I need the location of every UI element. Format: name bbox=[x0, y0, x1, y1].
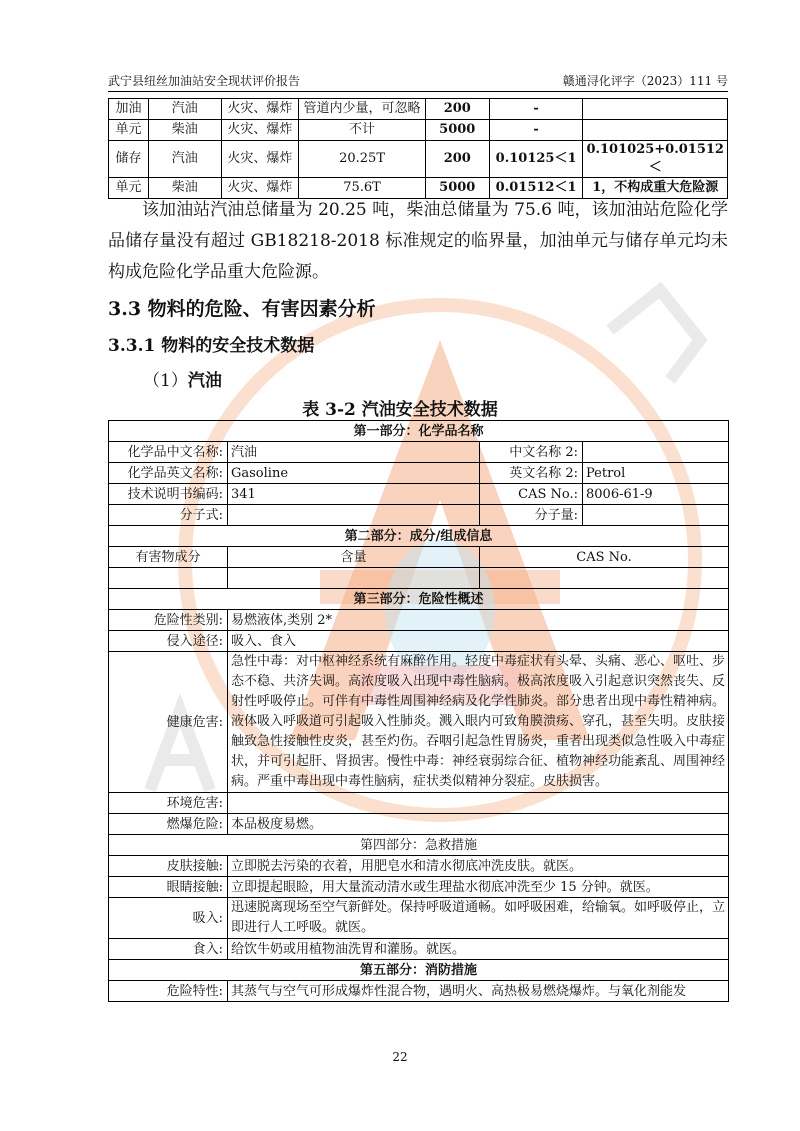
field-value: 本品极度易燃。 bbox=[228, 814, 729, 835]
field-label: 皮肤接触: bbox=[109, 856, 228, 877]
section-header: 第一部分：化学品名称 bbox=[109, 421, 729, 442]
table-cell: 火灾、爆炸 bbox=[221, 120, 299, 141]
field-label: 环境危害: bbox=[109, 793, 228, 814]
table-row bbox=[109, 610, 729, 631]
table-cell: 单元 bbox=[109, 178, 149, 199]
header-report-number: 赣通浔化评字（2023）111 号 bbox=[562, 74, 728, 88]
header-report-title: 武宁县纽丝加油站安全现状评价报告 bbox=[108, 74, 301, 88]
table-cell: 管道内少量，可忽略 bbox=[299, 99, 425, 120]
table-cell: 75.6T bbox=[299, 178, 425, 199]
table-cell: 0.10125＜1 bbox=[489, 141, 583, 178]
field-label: 危险特性: bbox=[109, 981, 228, 1002]
section-header: 第五部分：消防措施 bbox=[109, 960, 729, 981]
table-row bbox=[109, 484, 729, 505]
field-label: 化学品英文名称: bbox=[109, 463, 228, 484]
table-cell: - bbox=[489, 99, 583, 120]
page-number: 22 bbox=[392, 1050, 408, 1064]
table-cell: 0.101025+0.01512＜ bbox=[583, 141, 728, 178]
table-cell: 柴油 bbox=[149, 120, 221, 141]
table-cell bbox=[583, 120, 728, 141]
subsection-heading: 3.3.1 物料的安全技术数据 bbox=[108, 336, 315, 356]
field-label: 食入: bbox=[109, 939, 228, 960]
table-row bbox=[109, 793, 729, 814]
table-cell: 200 bbox=[425, 141, 489, 178]
table-cell: 汽油 bbox=[149, 99, 221, 120]
field-label: 眼睛接触: bbox=[109, 877, 228, 898]
field-value: 立即提起眼睑，用大量流动清水或生理盐水彻底冲洗至少 15 分钟。就医。 bbox=[228, 877, 729, 898]
field-label: 健康危害: bbox=[109, 652, 228, 793]
table-row bbox=[109, 526, 729, 547]
field-label: 侵入途径: bbox=[109, 631, 228, 652]
table-cell: 20.25T bbox=[299, 141, 425, 178]
table-row bbox=[109, 652, 729, 793]
table-row bbox=[109, 421, 729, 442]
field-label: 化学品中文名称: bbox=[109, 442, 228, 463]
field-value: Gasoline bbox=[228, 463, 480, 484]
field-value bbox=[228, 793, 729, 814]
item-number: （1） bbox=[143, 371, 188, 391]
table-caption: 表 3-2 汽油安全技术数据 bbox=[302, 400, 498, 420]
field-label: 技术说明书编码: bbox=[109, 484, 228, 505]
field-label: 分子式: bbox=[109, 505, 228, 526]
table-cell: 5000 bbox=[425, 120, 489, 141]
table-cell: 储存 bbox=[109, 141, 149, 178]
table-cell bbox=[109, 568, 228, 589]
field-label: 分子量: bbox=[480, 505, 583, 526]
table-row bbox=[109, 814, 729, 835]
table-row bbox=[109, 141, 728, 178]
table-row bbox=[109, 568, 729, 589]
table-row bbox=[109, 547, 729, 568]
field-value bbox=[583, 442, 729, 463]
column-header: 有害物成分 bbox=[109, 547, 228, 568]
column-header: CAS No. bbox=[480, 547, 729, 568]
field-value: 易燃液体,类别 2* bbox=[228, 610, 729, 631]
table-cell: 1，不构成重大危险源 bbox=[583, 178, 728, 199]
field-value: 其蒸气与空气可形成爆炸性混合物，遇明火、高热极易燃烧爆炸。与氧化剂能发 bbox=[228, 981, 729, 1002]
table-cell: 加油 bbox=[109, 99, 149, 120]
column-header: 含量 bbox=[228, 547, 480, 568]
section-header: 第三部分：危险性概述 bbox=[109, 589, 729, 610]
table-row bbox=[109, 120, 728, 141]
field-value: 341 bbox=[228, 484, 480, 505]
field-value: 8006-61-9 bbox=[583, 484, 729, 505]
table-row bbox=[109, 939, 729, 960]
table-cell: - bbox=[489, 120, 583, 141]
table-cell bbox=[228, 568, 480, 589]
section-header: 第四部分：急救措施 bbox=[109, 835, 729, 856]
gasoline-safety-data-table bbox=[108, 420, 729, 1002]
field-value: Petrol bbox=[583, 463, 729, 484]
table-cell: 单元 bbox=[109, 120, 149, 141]
field-label: 吸入: bbox=[109, 898, 228, 939]
field-value: 迅速脱离现场至空气新鲜处。保持呼吸道通畅。如呼吸困难，给输氧。如呼吸停止，立即进行人工呼吸。就医。 bbox=[228, 898, 729, 939]
table-row bbox=[109, 835, 729, 856]
table-cell: 5000 bbox=[425, 178, 489, 199]
table-cell: 不计 bbox=[299, 120, 425, 141]
field-value: 给饮牛奶或用植物油洗胃和灌肠。就医。 bbox=[228, 939, 729, 960]
field-value bbox=[583, 505, 729, 526]
table-cell bbox=[480, 568, 729, 589]
table-cell: 0.01512＜1 bbox=[489, 178, 583, 199]
table-row bbox=[109, 463, 729, 484]
table-row bbox=[109, 99, 728, 120]
field-label: 英文名称 2: bbox=[480, 463, 583, 484]
table-row bbox=[109, 856, 729, 877]
table-row bbox=[109, 981, 729, 1002]
section-header: 第二部分：成分/组成信息 bbox=[109, 526, 729, 547]
field-value: 吸入、食入 bbox=[228, 631, 729, 652]
hazard-source-table bbox=[108, 98, 728, 199]
table-row bbox=[109, 898, 729, 939]
table-row bbox=[109, 877, 729, 898]
table-cell: 火灾、爆炸 bbox=[221, 178, 299, 199]
field-value: 急性中毒：对中枢神经系统有麻醉作用。轻度中毒症状有头晕、头痛、恶心、呕吐、步态不稳、共济失调。高浓度吸入出现中毒性脑病。极高浓度吸入引起意识突然丧失、反射性呼吸停止。可伴有中毒性周围神经病及化学性肺炎。部分患者出现中毒性精神病。液体吸入呼吸道可引起吸入性肺炎。溅入眼内可致角膜溃疡、穿孔，甚至失明。皮肤接触致急性接触性皮炎，甚至灼伤。吞咽引起急性胃肠炎，重者出现类似急性吸入中毒症状，并可引起肝、肾损害。慢性中毒：神经衰弱综合征、植物神经功能紊乱、周围神经病。严重中毒出现中毒性脑病，症状类似精神分裂症。皮肤损害。 bbox=[228, 652, 729, 793]
field-label: 燃爆危险: bbox=[109, 814, 228, 835]
field-value: 立即脱去污染的衣着，用肥皂水和清水彻底冲洗皮肤。就医。 bbox=[228, 856, 729, 877]
field-value bbox=[228, 505, 480, 526]
table-cell: 柴油 bbox=[149, 178, 221, 199]
table-row bbox=[109, 960, 729, 981]
item-title: 汽油 bbox=[187, 371, 222, 391]
table-cell: 火灾、爆炸 bbox=[221, 99, 299, 120]
table-row bbox=[109, 589, 729, 610]
table-row bbox=[109, 505, 729, 526]
field-label: 中文名称 2: bbox=[480, 442, 583, 463]
table-row bbox=[109, 631, 729, 652]
field-value: 汽油 bbox=[228, 442, 480, 463]
section-heading: 3.3 物料的危险、有害因素分析 bbox=[108, 298, 376, 320]
table-cell: 200 bbox=[425, 99, 489, 120]
item-heading bbox=[143, 366, 222, 391]
field-label: CAS No.: bbox=[480, 484, 583, 505]
conclusion-paragraph: 该加油站汽油总储量为 20.25 吨，柴油总储量为 75.6 吨，该加油站危险化学品储存量没有超过 GB18218-2018 标准规定的临界量，加油单元与储存单元均未构成危险化学品重大危险源。 bbox=[108, 200, 728, 282]
header-rule bbox=[108, 91, 728, 92]
field-label: 危险性类别: bbox=[109, 610, 228, 631]
table-row bbox=[109, 442, 729, 463]
table-cell: 汽油 bbox=[149, 141, 221, 178]
table-cell: 火灾、爆炸 bbox=[221, 141, 299, 178]
table-cell bbox=[583, 99, 728, 120]
